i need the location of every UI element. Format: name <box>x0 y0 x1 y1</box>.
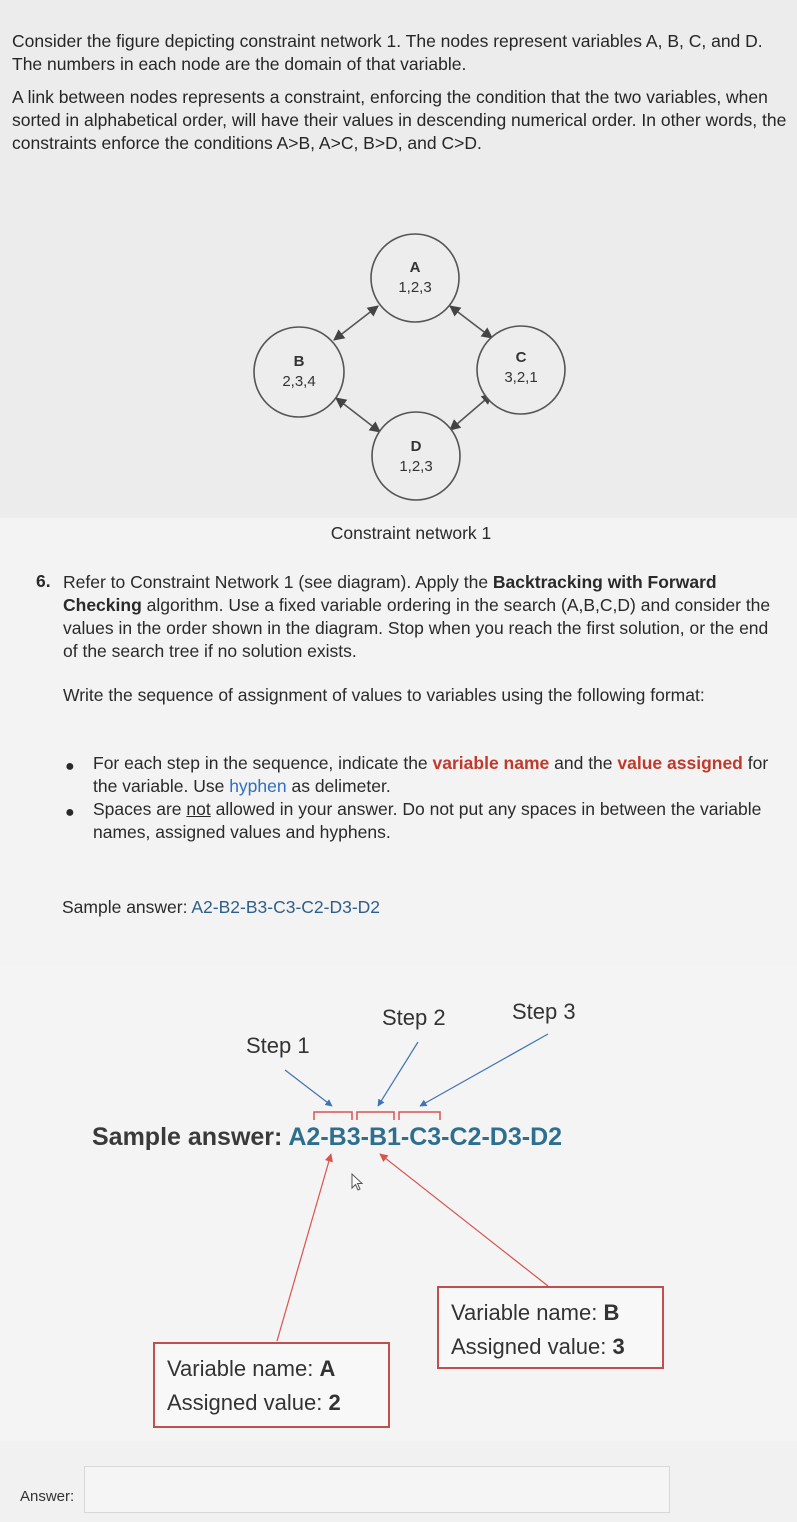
node-a <box>371 234 459 322</box>
rule-1-highlight-hyphen: hyphen <box>229 776 287 796</box>
rule-1-text-c: for the variable. Use <box>93 753 769 796</box>
step-1-label: Step 1 <box>246 1033 310 1058</box>
annotated-sample-answer <box>92 1123 562 1152</box>
box-b-assigned-value: 3 <box>612 1334 625 1359</box>
question-text-part-2: algorithm. Use a fixed variable ordering in the search (A,B,C,D) and consider the values in the order shown in the diagram. Stop when you reach the first solution, or the end of the search tree if no solution exists. <box>63 595 771 661</box>
sample-answer-value: A2-B2-B3-C3-C2-D3-D2 <box>191 897 381 917</box>
network-caption: Constraint network 1 <box>330 523 492 543</box>
edge-c-d <box>450 394 492 430</box>
constraint-network-diagram <box>0 230 797 520</box>
node-c <box>477 326 565 414</box>
bullet-icon: ● <box>65 804 75 821</box>
sample-answer-line <box>62 897 380 918</box>
node-c-name: C <box>515 349 527 366</box>
node-a-name: A <box>409 259 421 276</box>
box-a-line-1 <box>167 1352 376 1386</box>
box-b-variable-value: B <box>603 1300 620 1325</box>
edge-a-c <box>450 306 492 338</box>
step-2-label: Step 2 <box>382 1005 446 1030</box>
bullet-icon: ● <box>65 758 75 775</box>
question-number: 6. <box>36 571 51 591</box>
question-algorithm-name: Backtracking with Forward Checking <box>63 572 717 615</box>
node-b-domain: 2,3,4 <box>282 373 316 390</box>
annotation-section <box>0 966 797 1441</box>
node-a-domain: 1,2,3 <box>398 279 432 296</box>
box-a-line-2 <box>167 1386 376 1420</box>
format-rule-2 <box>60 798 785 844</box>
rule-1-highlight-variable: variable name <box>432 753 550 773</box>
intro-paragraph-1: Consider the figure depicting constraint network 1. The nodes represent variables A, B, C, and D. The numbers in each node are the domain of that variable. <box>12 31 763 74</box>
annotated-sample-value: A2-B3-B1-C3-C2-D3-D2 <box>288 1123 563 1151</box>
box-b-line-1 <box>451 1296 650 1330</box>
node-d-domain: 1,2,3 <box>399 458 433 475</box>
step-3-label: Step 3 <box>512 999 576 1024</box>
question-text <box>63 571 778 663</box>
format-rules-list <box>60 752 785 844</box>
rule-1-text-a: For each step in the sequence, indicate the <box>93 753 433 773</box>
rule-2-text-a: Spaces are <box>93 799 187 819</box>
intro-paragraph-2: A link between nodes represents a constraint, enforcing the condition that the two variables, when sorted in alphabetical order, will have their values in descending numerical order. In other words, the constraints enforce the conditions A>B, A>C, B>D, and C>D. <box>12 87 787 153</box>
node-d-name: D <box>410 438 422 455</box>
rule-1-highlight-value: value assigned <box>617 753 743 773</box>
node-b <box>254 327 344 417</box>
variable-a-callout-box <box>153 1342 390 1428</box>
variable-b-callout-box <box>437 1286 664 1369</box>
node-c-domain: 3,2,1 <box>504 369 538 386</box>
answer-input[interactable] <box>84 1466 670 1513</box>
edge-b-d <box>336 398 380 432</box>
box-a-assigned-value: 2 <box>328 1390 341 1415</box>
box-b-value-label: Assigned value: <box>451 1334 613 1359</box>
format-instruction: Write the sequence of assignment of values to variables using the following format: <box>63 685 705 705</box>
format-rule-1 <box>60 752 785 798</box>
node-d <box>372 412 460 500</box>
annotated-sample-label: Sample answer: <box>92 1123 289 1151</box>
box-a-variable-value: A <box>319 1356 336 1381</box>
rule-2-text-b: allowed in your answer. Do not put any spaces in between the variable names, assigned values and hyphens. <box>93 799 762 842</box>
sample-answer-label: Sample answer: <box>62 897 192 917</box>
box-b-line-2 <box>451 1330 650 1364</box>
rule-1-text-b: and the <box>549 753 618 773</box>
node-b-name: B <box>293 353 305 370</box>
edge-a-b <box>334 306 378 340</box>
rule-1-text-d: as delimeter. <box>286 776 391 796</box>
box-b-variable-label: Variable name: <box>451 1300 604 1325</box>
box-a-variable-label: Variable name: <box>167 1356 320 1381</box>
rule-2-underlined: not <box>186 799 211 819</box>
answer-label: Answer: <box>20 1488 75 1505</box>
question-text-part-1: Refer to Constraint Network 1 (see diagram). Apply the <box>63 572 493 592</box>
box-a-value-label: Assigned value: <box>167 1390 329 1415</box>
